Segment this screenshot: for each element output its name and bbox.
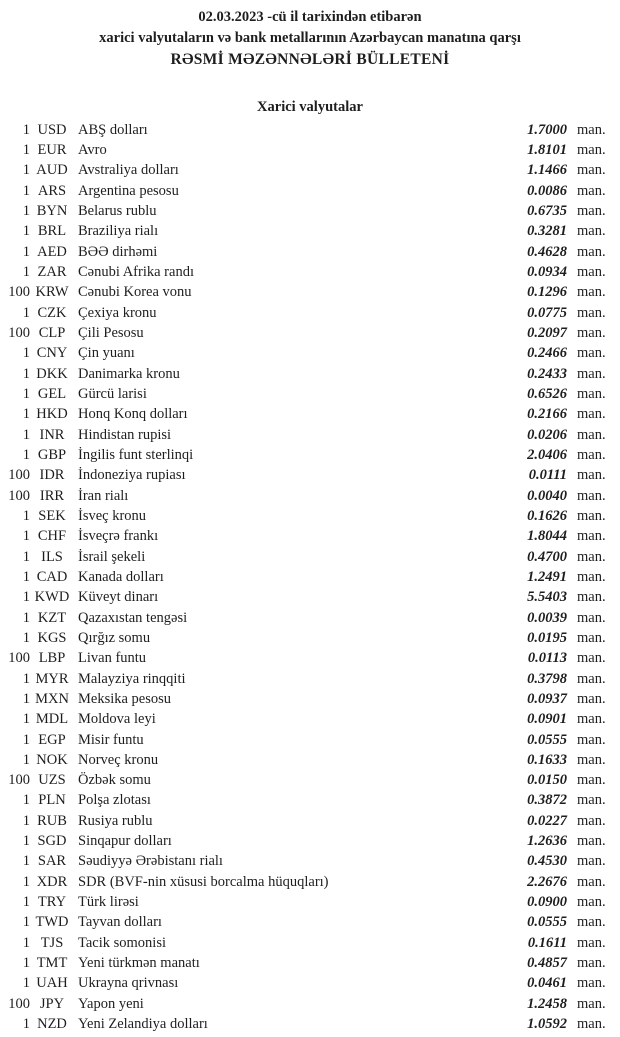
currency-code: SAR [37, 853, 67, 870]
quantity-value: 1 [22, 223, 30, 240]
currency-code: UZS [38, 772, 66, 789]
currency-code: CLP [38, 324, 66, 341]
currency-name: İsveç kronu [78, 507, 147, 524]
currency-code: GBP [37, 446, 67, 463]
currency-code: PLN [38, 792, 66, 809]
unit-label: man. [577, 446, 606, 463]
currency-code: KGS [37, 629, 67, 646]
rate-row [8, 933, 614, 953]
currency-name: Özbək somu [78, 772, 151, 789]
quantity-value: 1 [22, 568, 30, 585]
rate-row [8, 222, 614, 242]
currency-name: Argentina pesosu [78, 182, 179, 199]
rate-value: 0.0934 [527, 263, 567, 280]
rate-value: 0.0150 [527, 772, 567, 789]
quantity-value: 1 [22, 528, 30, 545]
currency-code: USD [37, 121, 67, 138]
currency-name: Çexiya kronu [78, 304, 157, 321]
currency-name: Çili Pesosu [78, 324, 144, 341]
quantity-value: 1 [22, 690, 30, 707]
unit-label: man. [577, 284, 606, 301]
unit-label: man. [577, 345, 606, 362]
currency-code: SGD [37, 833, 67, 850]
unit-label: man. [577, 792, 606, 809]
currency-code: AUD [36, 162, 68, 179]
unit-label: man. [577, 162, 606, 179]
currency-name: Danimarka kronu [78, 365, 180, 382]
rate-row [8, 506, 614, 526]
unit-label: man. [577, 629, 606, 646]
unit-label: man. [577, 955, 606, 972]
currency-name: Malayziya rinqqiti [78, 670, 186, 687]
currency-code: CZK [37, 304, 67, 321]
currency-code: KWD [34, 589, 70, 606]
rate-value: 1.0592 [527, 1016, 567, 1033]
rate-row [8, 445, 614, 465]
unit-label: man. [577, 995, 606, 1012]
unit-label: man. [577, 873, 606, 890]
quantity-value: 1 [22, 853, 30, 870]
rate-row [8, 567, 614, 587]
quantity-value: 1 [22, 263, 30, 280]
rate-row [8, 649, 614, 669]
rate-value: 2.0406 [527, 446, 567, 463]
rate-row [8, 710, 614, 730]
rate-value: 1.2458 [527, 995, 567, 1012]
rate-value: 5.5403 [527, 589, 567, 606]
currency-code: RUB [37, 812, 67, 829]
currency-name: Misir funtu [78, 731, 144, 748]
rate-row [8, 181, 614, 201]
quantity-value: 100 [8, 487, 30, 504]
unit-label: man. [577, 731, 606, 748]
unit-label: man. [577, 182, 606, 199]
currency-code: MDL [35, 711, 69, 728]
currency-name: Cənubi Korea vonu [78, 284, 192, 301]
unit-label: man. [577, 263, 606, 280]
unit-label: man. [577, 670, 606, 687]
unit-label: man. [577, 385, 606, 402]
currency-name: Ukrayna qrivnası [78, 975, 179, 992]
currency-name: Avro [78, 141, 107, 158]
rate-value: 1.8044 [527, 528, 567, 545]
currency-code: NZD [37, 1016, 67, 1033]
quantity-value: 1 [22, 162, 30, 179]
currency-code: IDR [39, 467, 65, 484]
rate-value: 0.0901 [527, 711, 567, 728]
quantity-value: 1 [22, 914, 30, 931]
rate-value: 1.1466 [527, 162, 567, 179]
quantity-value: 1 [22, 446, 30, 463]
rate-value: 0.0555 [527, 914, 567, 931]
quantity-value: 1 [22, 406, 30, 423]
currency-name: İsveçrə frankı [78, 528, 159, 545]
rate-value: 0.0775 [527, 304, 567, 321]
unit-label: man. [577, 914, 606, 931]
rate-value: 0.4700 [527, 548, 567, 565]
rate-value: 0.0086 [527, 182, 567, 199]
currency-code: EGP [38, 731, 66, 748]
currency-code: CAD [36, 568, 68, 585]
currency-code: ARS [37, 182, 67, 199]
quantity-value: 100 [8, 995, 30, 1012]
currency-code: UAH [36, 975, 68, 992]
rate-value: 0.0113 [527, 650, 567, 667]
rate-value: 0.0040 [527, 487, 567, 504]
unit-label: man. [577, 406, 606, 423]
currency-code: SEK [38, 507, 66, 524]
quantity-value: 1 [22, 934, 30, 951]
unit-label: man. [577, 487, 606, 504]
currency-name: Tacik somonisi [78, 934, 166, 951]
currency-name: İran rialı [78, 487, 129, 504]
rate-value: 0.4857 [527, 955, 567, 972]
rate-value: 0.1296 [527, 284, 567, 301]
currency-name: Belarus rublu [78, 202, 157, 219]
quantity-value: 1 [22, 589, 30, 606]
currency-code: CHF [37, 528, 67, 545]
unit-label: man. [577, 141, 606, 158]
rates-table [8, 120, 614, 1035]
currency-name: Gürcü larisi [78, 385, 147, 402]
quantity-value: 1 [22, 873, 30, 890]
unit-label: man. [577, 650, 606, 667]
rate-row [8, 750, 614, 770]
rate-value: 0.1626 [527, 507, 567, 524]
currency-name: Meksika pesosu [78, 690, 172, 707]
rate-row [8, 303, 614, 323]
header-title-line: RƏSMİ MƏZƏNNƏLƏRİ BÜLLETENİ [170, 51, 450, 68]
currency-code: XDR [36, 873, 68, 890]
currency-name: Rusiya rublu [78, 812, 153, 829]
unit-label: man. [577, 812, 606, 829]
unit-label: man. [577, 202, 606, 219]
quantity-value: 1 [22, 812, 30, 829]
currency-name: İsrail şekeli [78, 548, 146, 565]
quantity-value: 1 [22, 345, 30, 362]
currency-code: IRR [39, 487, 65, 504]
rate-value: 0.0461 [527, 975, 567, 992]
rate-row [8, 1014, 614, 1034]
rate-row [8, 669, 614, 689]
currency-name: Honq Konq dolları [78, 406, 188, 423]
unit-label: man. [577, 894, 606, 911]
rate-value: 0.1611 [527, 934, 567, 951]
quantity-value: 1 [22, 975, 30, 992]
rate-row [8, 994, 614, 1014]
rate-value: 0.3281 [527, 223, 567, 240]
quantity-value: 1 [22, 182, 30, 199]
quantity-value: 100 [8, 650, 30, 667]
quantity-value: 1 [22, 507, 30, 524]
currency-name: BƏƏ dirhəmi [78, 243, 158, 260]
currency-code: KZT [37, 609, 67, 626]
rate-value: 0.0227 [527, 812, 567, 829]
currency-code: MYR [35, 670, 69, 687]
unit-label: man. [577, 1016, 606, 1033]
rate-value: 0.2166 [527, 406, 567, 423]
rate-value: 2.2676 [527, 873, 567, 890]
unit-label: man. [577, 853, 606, 870]
rate-value: 0.0111 [528, 467, 567, 484]
rate-row [8, 323, 614, 343]
currency-code: HKD [36, 406, 68, 423]
currency-code: ILS [41, 548, 63, 565]
currency-name: Yeni türkmən manatı [78, 955, 200, 972]
rate-row [8, 344, 614, 364]
rate-value: 0.1633 [527, 751, 567, 768]
rate-row [8, 140, 614, 160]
rate-value: 0.4628 [527, 243, 567, 260]
rate-row [8, 364, 614, 384]
rate-row [8, 953, 614, 973]
unit-label: man. [577, 528, 606, 545]
rate-row [8, 262, 614, 282]
unit-label: man. [577, 507, 606, 524]
rate-value: 0.0206 [527, 426, 567, 443]
currency-code: EUR [37, 141, 67, 158]
quantity-value: 1 [22, 711, 30, 728]
quantity-value: 100 [8, 467, 30, 484]
currency-name: Braziliya rialı [78, 223, 159, 240]
rate-row [8, 466, 614, 486]
currency-code: MXN [35, 690, 69, 707]
currency-code: TRY [37, 894, 67, 911]
unit-label: man. [577, 568, 606, 585]
currency-name: Hindistan rupisi [78, 426, 172, 443]
rate-row [8, 730, 614, 750]
quantity-value: 1 [22, 670, 30, 687]
rate-row [8, 242, 614, 262]
quantity-value: 1 [22, 385, 30, 402]
unit-label: man. [577, 934, 606, 951]
quantity-value: 1 [22, 609, 30, 626]
quantity-value: 100 [8, 324, 30, 341]
currency-name: Səudiyyə Ərəbistanı rialı [78, 853, 223, 870]
rate-row [8, 120, 614, 140]
currency-name: İngilis funt sterlinqi [78, 446, 194, 463]
rate-value: 0.2433 [527, 365, 567, 382]
rate-value: 0.0195 [527, 629, 567, 646]
rate-row [8, 486, 614, 506]
rate-row [8, 913, 614, 933]
currency-code: BYN [36, 202, 68, 219]
quantity-value: 1 [22, 792, 30, 809]
rate-row [8, 852, 614, 872]
currency-code: TMT [36, 955, 68, 972]
quantity-value: 1 [22, 833, 30, 850]
quantity-value: 1 [22, 894, 30, 911]
currency-code: TWD [35, 914, 69, 931]
currency-code: CNY [36, 345, 68, 362]
currency-name: Çin yuanı [78, 345, 135, 362]
currency-code: KRW [35, 284, 69, 301]
rate-value: 0.6526 [527, 385, 567, 402]
unit-label: man. [577, 690, 606, 707]
currency-name: Kanada dolları [78, 568, 164, 585]
quantity-value: 1 [22, 365, 30, 382]
unit-label: man. [577, 121, 606, 138]
rate-row [8, 425, 614, 445]
quantity-value: 1 [22, 955, 30, 972]
unit-label: man. [577, 365, 606, 382]
rate-value: 0.6735 [527, 202, 567, 219]
currency-name: Sinqapur dolları [78, 833, 172, 850]
unit-label: man. [577, 426, 606, 443]
currency-name: Qırğız somu [78, 629, 151, 646]
quantity-value: 1 [22, 629, 30, 646]
quantity-value: 1 [22, 1016, 30, 1033]
rate-value: 0.0039 [527, 609, 567, 626]
rate-value: 0.2097 [527, 324, 567, 341]
currency-name: Avstraliya dolları [78, 162, 179, 179]
unit-label: man. [577, 833, 606, 850]
rate-row [8, 872, 614, 892]
quantity-value: 1 [22, 426, 30, 443]
currency-code: LBP [38, 650, 66, 667]
currency-code: NOK [36, 751, 68, 768]
quantity-value: 100 [8, 772, 30, 789]
rate-row [8, 201, 614, 221]
currency-name: Qazaxıstan tengəsi [78, 609, 188, 626]
currency-name: Polşa zlotası [78, 792, 151, 809]
quantity-value: 1 [22, 202, 30, 219]
currency-name: Livan funtu [78, 650, 147, 667]
currency-name: Cənubi Afrika randı [78, 263, 194, 280]
unit-label: man. [577, 548, 606, 565]
rate-value: 0.4530 [527, 853, 567, 870]
rate-value: 0.0900 [527, 894, 567, 911]
rate-value: 1.2636 [527, 833, 567, 850]
currency-code: GEL [37, 385, 67, 402]
section-title-foreign-currencies: Xarici valyutalar [257, 99, 363, 115]
rate-row [8, 892, 614, 912]
quantity-value: 1 [22, 304, 30, 321]
unit-label: man. [577, 467, 606, 484]
currency-name: İndoneziya rupiası [78, 467, 186, 484]
header-date-line: 02.03.2023 -cü il tarixindən etibarən [198, 9, 422, 25]
rate-row [8, 689, 614, 709]
rate-row [8, 811, 614, 831]
quantity-value: 1 [22, 731, 30, 748]
rate-row [8, 588, 614, 608]
currency-name: Yapon yeni [78, 995, 144, 1012]
rate-row [8, 384, 614, 404]
rate-row [8, 283, 614, 303]
rate-row [8, 831, 614, 851]
bulletin-header [0, 0, 620, 71]
quantity-value: 1 [22, 751, 30, 768]
quantity-value: 1 [22, 243, 30, 260]
rate-value: 0.0555 [527, 731, 567, 748]
rate-value: 1.8101 [527, 141, 567, 158]
currency-name: Tayvan dolları [78, 914, 162, 931]
quantity-value: 1 [22, 141, 30, 158]
currency-name: SDR (BVF-nin xüsusi borcalma hüquqları) [78, 873, 329, 890]
rate-row [8, 974, 614, 994]
unit-label: man. [577, 304, 606, 321]
unit-label: man. [577, 711, 606, 728]
rate-row [8, 628, 614, 648]
currency-code: INR [39, 426, 65, 443]
rate-value: 0.2466 [527, 345, 567, 362]
quantity-value: 100 [8, 284, 30, 301]
rate-row [8, 405, 614, 425]
rate-row [8, 791, 614, 811]
unit-label: man. [577, 975, 606, 992]
rate-value: 1.7000 [527, 121, 567, 138]
currency-code: JPY [39, 995, 65, 1012]
rate-row [8, 771, 614, 791]
rate-value: 0.3872 [527, 792, 567, 809]
currency-code: TJS [40, 934, 64, 951]
unit-label: man. [577, 243, 606, 260]
unit-label: man. [577, 223, 606, 240]
currency-name: Yeni Zelandiya dolları [78, 1016, 208, 1033]
quantity-value: 1 [22, 121, 30, 138]
rate-row [8, 161, 614, 181]
rate-row [8, 527, 614, 547]
rate-value: 1.2491 [527, 568, 567, 585]
unit-label: man. [577, 751, 606, 768]
currency-code: AED [37, 243, 67, 260]
currency-name: Türk lirəsi [78, 894, 139, 911]
currency-name: Norveç kronu [78, 751, 159, 768]
rate-row [8, 547, 614, 567]
unit-label: man. [577, 609, 606, 626]
unit-label: man. [577, 772, 606, 789]
currency-code: BRL [37, 223, 67, 240]
rate-row [8, 608, 614, 628]
currency-name: Moldova leyi [78, 711, 156, 728]
currency-code: ZAR [37, 263, 67, 280]
currency-code: DKK [36, 365, 68, 382]
unit-label: man. [577, 589, 606, 606]
rate-value: 0.0937 [527, 690, 567, 707]
rate-value: 0.3798 [527, 670, 567, 687]
header-subtitle-line: xarici valyutaların və bank metallarının Azərbaycan manatına qarşı [99, 30, 521, 46]
unit-label: man. [577, 324, 606, 341]
quantity-value: 1 [22, 548, 30, 565]
currency-name: Küveyt dinarı [78, 589, 159, 606]
currency-name: ABŞ dolları [78, 121, 148, 138]
